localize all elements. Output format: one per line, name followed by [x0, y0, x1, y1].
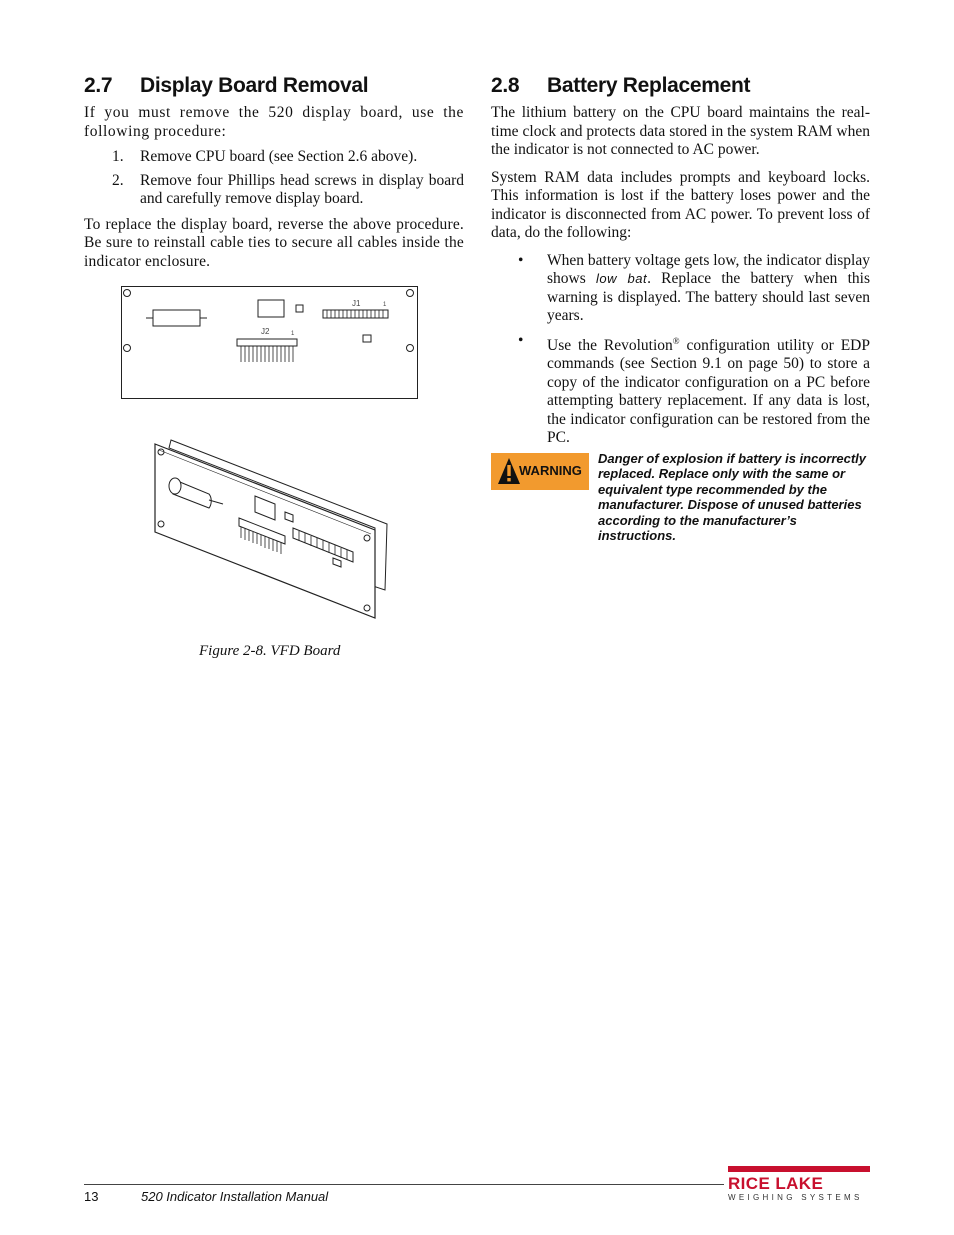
bullet-symbol: •	[518, 251, 524, 269]
list-item	[491, 332, 870, 448]
vfd-board-top-diagram	[121, 286, 419, 400]
section-number: 2.8	[491, 74, 520, 97]
warning-label: WARNING	[519, 463, 582, 478]
closing-paragraph: To replace the display board, reverse the above procedure. Be sure to reinstall cable ties to secure all cables inside the indicator enclosure.	[84, 215, 464, 270]
step-number: 2.	[112, 171, 124, 189]
step-text: Remove CPU board (see Section 2.6 above).	[140, 148, 418, 165]
list-item	[84, 172, 464, 209]
section-title: Battery Replacement	[547, 74, 751, 97]
j1-label: J1	[352, 299, 361, 308]
logo-bar	[728, 1166, 870, 1172]
display-message: low bat	[596, 271, 648, 286]
page-number: 13	[84, 1189, 99, 1204]
j1-pin1-label: 1	[383, 302, 387, 308]
intro-paragraph: If you must remove the 520 display board, use the following procedure:	[84, 104, 464, 140]
manual-title: 520 Indicator Installation Manual	[141, 1189, 329, 1204]
registered-mark: ®	[672, 335, 680, 346]
section-heading	[491, 74, 870, 98]
footer-divider	[84, 1184, 724, 1185]
figure-caption: Figure 2-8. VFD Board	[199, 643, 341, 659]
procedure-list	[84, 148, 464, 209]
logo-subtext: WEIGHING SYSTEMS	[728, 1193, 863, 1202]
section-battery-replacement	[491, 74, 870, 454]
battery-paragraph-2: System RAM data includes prompts and keyboard locks. This information is lost if the battery loses power and the indicator is disconnected from AC power. To prevent loss of data, do the following:	[491, 168, 870, 241]
warning-triangle-icon	[497, 456, 521, 486]
list-item	[491, 252, 870, 326]
section-title: Display Board Removal	[140, 74, 369, 97]
bullet-text-pre: Use the Revolution	[547, 336, 673, 354]
section-heading	[84, 74, 464, 98]
vfd-board-isometric-diagram	[153, 438, 389, 620]
list-item	[84, 148, 464, 167]
bullet-text-post: . Replace the battery when this warning is displayed. The battery should last seven years.	[547, 270, 870, 324]
rice-lake-logo	[728, 1166, 870, 1202]
bullet-text-post: configuration utility or EDP commands (see Section 9.1 on page 50) to store a copy of the indicator configuration on a PC before attempting battery replacement. If any data is lost, the indicator configuration can be restored from the PC.	[547, 336, 870, 447]
section-number: 2.7	[84, 74, 113, 97]
j2-pin1-label: 1	[291, 331, 295, 337]
j2-label: J2	[261, 327, 270, 336]
bullet-list	[491, 252, 870, 448]
warning-text: Danger of explosion if battery is incorrectly replaced. Replace only with the same or equivalent type recommended by the manufacturer. Dispose of unused batteries according to the manufacturer’s instructions.	[598, 451, 867, 544]
step-number: 1.	[112, 148, 124, 165]
warning-badge	[491, 453, 589, 490]
section-display-board-removal	[84, 74, 464, 278]
step-text: Remove four Phillips head screws in display board and carefully remove display board.	[140, 171, 464, 207]
bullet-text-pre: When battery voltage gets low, the indicator display shows	[547, 251, 870, 287]
bullet-symbol: •	[518, 331, 524, 349]
battery-paragraph-1: The lithium battery on the CPU board maintains the real-time clock and protects data stored in the system RAM when the indicator is not connected to AC power.	[491, 104, 870, 158]
logo-text: RICE LAKE	[728, 1174, 824, 1193]
